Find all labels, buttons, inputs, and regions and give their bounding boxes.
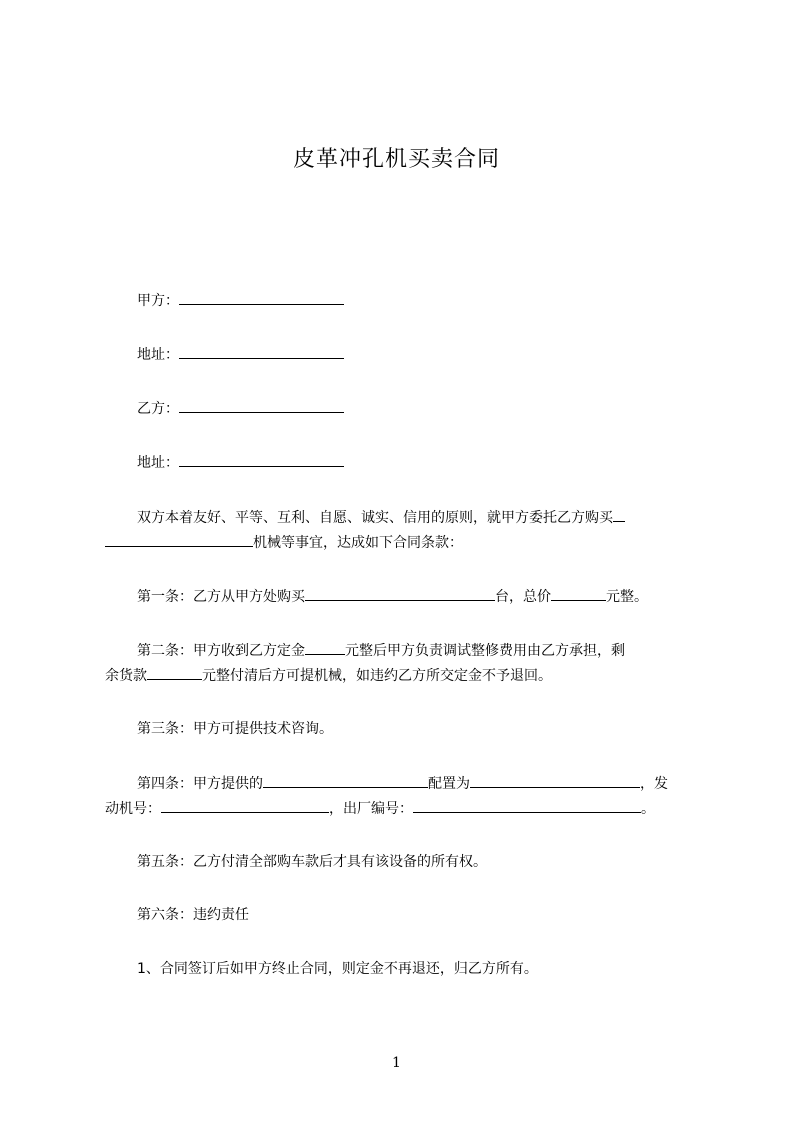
article-2-blank-deposit — [305, 640, 345, 655]
party-b-label: 乙方： — [137, 401, 179, 417]
address-b-label: 地址： — [137, 455, 179, 471]
article-4-line-1 — [137, 773, 737, 794]
article-5 — [137, 852, 737, 872]
address-b-line — [137, 452, 737, 473]
intro-blank-a — [613, 507, 625, 522]
article-4-blank-config — [470, 773, 640, 788]
address-b-blank — [179, 452, 344, 467]
article-2-blank-balance — [147, 665, 202, 680]
document-title: 皮革冲孔机买卖合同 — [292, 147, 500, 172]
article-2-text-d: 元整付清后方可提机械，如违约乙方所交定金不予退回。 — [202, 668, 552, 684]
intro-text-2: 机械等事宜，达成如下合同条款： — [253, 535, 463, 551]
article-4-blank-engine-no — [161, 798, 329, 813]
intro-line-2 — [105, 532, 705, 553]
party-a-label: 甲方： — [137, 293, 179, 309]
party-b-blank — [179, 398, 344, 413]
clause-1-text: 1、合同签订后如甲方终止合同，则定金不再退还，归乙方所有。 — [137, 961, 538, 977]
article-4-line-2 — [105, 798, 705, 819]
article-4-text-e: ，出厂编号： — [329, 801, 413, 817]
article-2-line-1 — [137, 640, 737, 661]
clause-1 — [137, 959, 737, 979]
address-a-blank — [179, 344, 344, 359]
article-4-blank-serial-no — [413, 798, 641, 813]
article-6 — [137, 905, 737, 925]
address-a-label: 地址： — [137, 347, 179, 363]
article-6-text: 第六条：违约责任 — [137, 907, 249, 923]
party-b-line — [137, 398, 737, 419]
page-number: 1 — [392, 1055, 401, 1071]
intro-blank-b — [105, 532, 253, 547]
article-5-text: 第五条：乙方付清全部购车款后才具有该设备的所有权。 — [137, 854, 487, 870]
article-1 — [137, 586, 737, 607]
article-3-text: 第三条：甲方可提供技术咨询。 — [137, 721, 333, 737]
address-a-line — [137, 344, 737, 365]
article-4-text-f: 。 — [641, 801, 655, 817]
intro-text-1: 双方本着友好、平等、互利、自愿、诚实、信用的原则，就甲方委托乙方购买 — [137, 510, 613, 526]
article-4-text-d: 动机号： — [105, 801, 161, 817]
article-2-text-a: 第二条：甲方收到乙方定金 — [137, 643, 305, 659]
party-a-line — [137, 290, 737, 311]
article-2-line-2 — [105, 665, 705, 686]
article-4-blank-item — [263, 773, 428, 788]
article-1-text-a: 第一条：乙方从甲方处购买 — [137, 589, 305, 605]
article-4-text-c: ，发 — [640, 776, 668, 792]
article-3 — [137, 719, 737, 739]
article-2-text-b: 元整后甲方负责调试整修费用由乙方承担，剩 — [345, 643, 625, 659]
article-2-text-c: 余货款 — [105, 668, 147, 684]
article-1-blank-qty — [305, 586, 495, 601]
intro-line-1 — [137, 507, 737, 528]
article-1-text-b: 台，总价 — [495, 589, 551, 605]
article-4-text-b: 配置为 — [428, 776, 470, 792]
party-a-blank — [179, 290, 344, 305]
article-4-text-a: 第四条：甲方提供的 — [137, 776, 263, 792]
article-1-text-c: 元整。 — [606, 589, 648, 605]
article-1-blank-price — [551, 586, 606, 601]
